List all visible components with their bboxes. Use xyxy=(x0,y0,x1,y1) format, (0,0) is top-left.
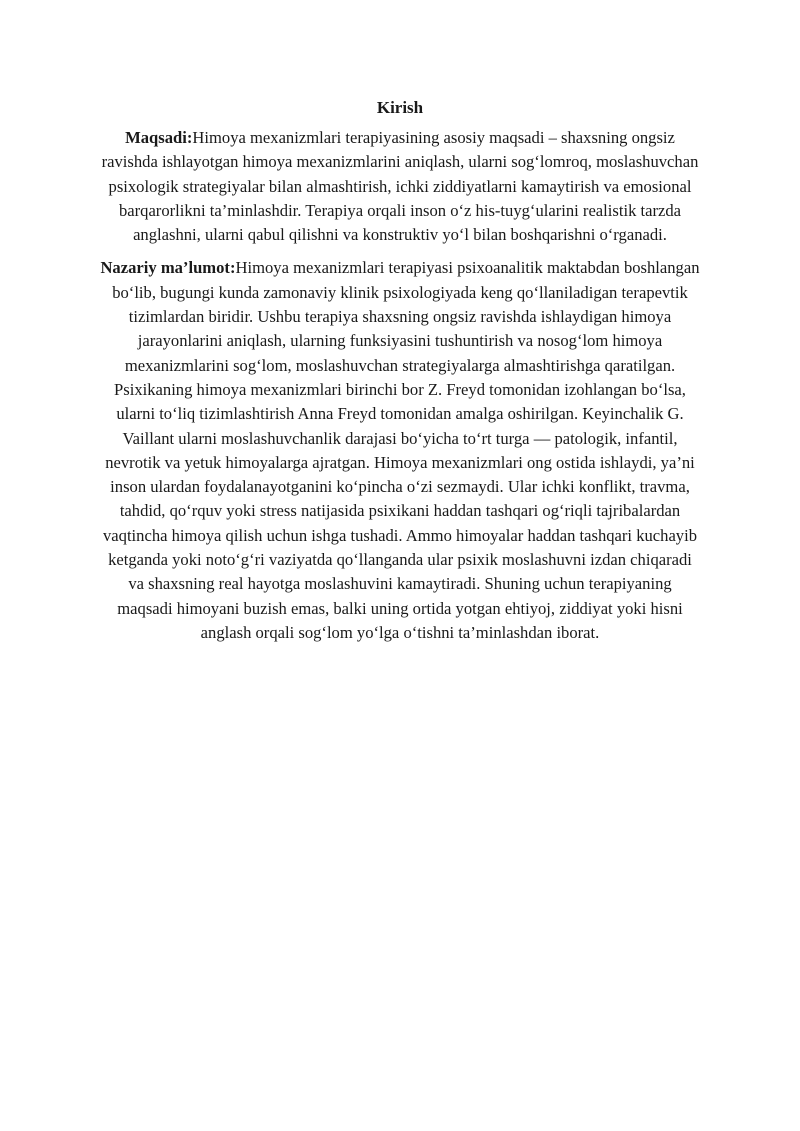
theory-text: Himoya mexanizmlari terapiyasi psixoanalitik maktabdan boshlangan bo‘lib, bugungi kunda zamonaviy klinik psixologiyada keng qo‘llaniladigan terapevtik tizimlardan biridir. Ushbu terapiya shaxsning ongsiz ravishda ishlaydigan himoya jarayonlarini aniqlash, ularning funksiyasini tushuntirish va nosog‘lom himoya mexanizmlarini sog‘lom, moslashuvchan strategiyalarga almashtirishga qaratilgan. Psixikaning himoya mexanizmlari birinchi bor Z. Freyd tomonidan izohlangan bo‘lsa, ularni to‘liq tizimlashtirish Anna Freyd tomonidan amalga oshirilgan. Keyinchalik G. Vaillant ularni moslashuvchanlik darajasi bo‘yicha to‘rt turga — patologik, infantil, nevrotik va yetuk himoyalarga ajratgan. Himoya mexanizmlari ong ostida ishlaydi, ya’ni inson ulardan foydalanayotganini ko‘pincha o‘zi sezmaydi. Ular ichki konflikt, travma, tahdid, qo‘rquv yoki stress natijasida psixikani haddan tashqari og‘riqli tajribalardan vaqtincha himoya qilish uchun ishga tushadi. Ammo himoyalar haddan tashqari kuchayib ketganda yoki noto‘g‘ri vaziyatda qo‘llanganda ular psixik moslashuvni izdan chiqaradi va shaxsning real hayotga moslashuvini kamaytiradi. Shuning uchun terapiyaning maqsadi himoyani buzish emas, balki uning ortida yotgan ehtiyoj, ziddiyat yoki hisni anglash orqali sog‘lom yo‘lga o‘tishni ta’minlashdan iborat. xyxy=(102,258,700,642)
document-body xyxy=(100,96,700,654)
theory-paragraph xyxy=(100,256,700,645)
theory-label: Nazariy ma’lumot: xyxy=(100,258,236,278)
document-title: Kirish xyxy=(376,98,424,117)
purpose-text: Himoya mexanizmlari terapiyasining asosiy maqsadi – shaxsning ongsiz ravishda ishlayotgan himoya mexanizmlarini aniqlash, ularni sog‘lomroq, moslashuvchan psixologik strategiyalar bilan almashtirish, ichki ziddiyatlarni kamaytirish va emosional barqarorlikni ta’minlashdir. Terapiya orqali inson o‘z his-tuyg‘ularini realistik tarzda anglashni, ularni qabul qilishni va konstruktiv yo‘l bilan boshqarishni o‘rganadi. xyxy=(101,128,699,245)
purpose-label: Maqsadi: xyxy=(125,128,193,147)
purpose-paragraph xyxy=(100,126,700,247)
